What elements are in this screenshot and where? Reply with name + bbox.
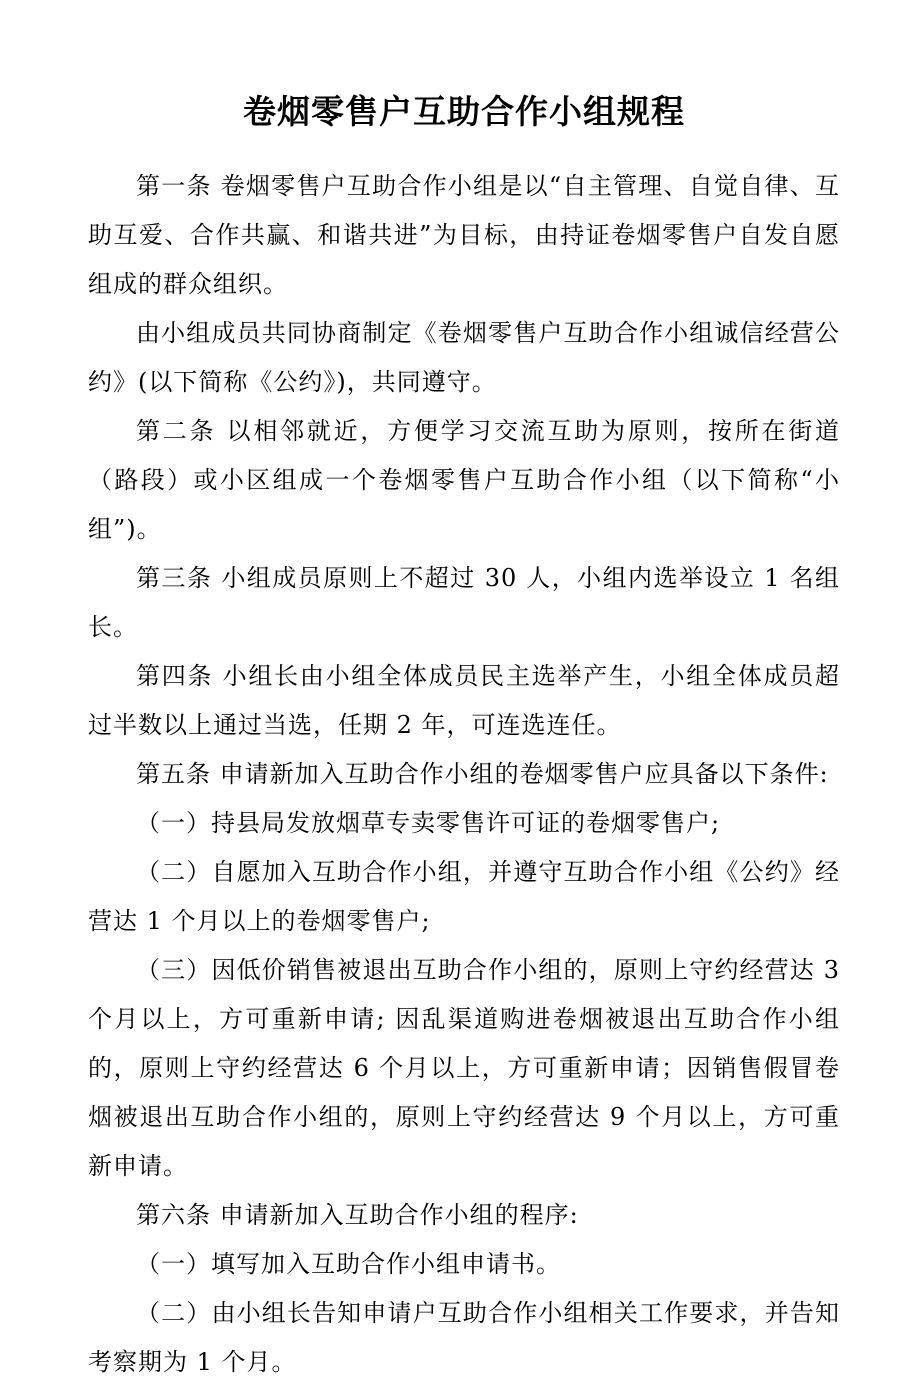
document-title: 卷烟零售户互助合作小组规程 [243,92,685,131]
article-6-item-2: （二）由小组长告知申请户互助合作小组相关工作要求，并告知考察期为 1 个月。 [88,1299,840,1376]
article-6-item-1: （一）填写加入互助合作小组申请书。 [136,1250,561,1278]
article-1-paragraph: 第一条 卷烟零售户互助合作小组是以“自主管理、自觉自律、互助互爱、合作共赢、和谐共进”为目标，由持证卷烟零售户自发自愿组成的群众组织。 [88,172,840,298]
article-5-item-3: （三）因低价销售被退出互助合作小组的，原则上守约经营达 3 个月以上，方可重新申请; 因乱渠道购进卷烟被退出互助合作小组的，原则上守约经营达 6 个月以上，方可重新申请；因销售假冒卷烟被退出互助合作小组的，原则上守约经营达 9 个月以上，方可重新申请。 [88,956,840,1180]
article-6-paragraph: 第六条 申请新加入互助合作小组的程序: [136,1201,579,1229]
article-4-paragraph: 第四条 小组长由小组全体成员民主选举产生，小组全体成员超过半数以上通过当选，任期 2 年，可连选连任。 [88,662,840,739]
article-5-item-1: （一）持县局发放烟草专卖零售许可证的卷烟零售户; [136,809,721,837]
article-2-paragraph: 第二条 以相邻就近，方便学习交流互助为原则，按所在街道（路段）或小区组成一个卷烟零售户互助合作小组（以下简称“小组”)。 [88,417,840,543]
article-3-paragraph: 第三条 小组成员原则上不超过 30 人，小组内选举设立 1 名组长。 [88,564,840,641]
convention-paragraph: 由小组成员共同协商制定《卷烟零售户互助合作小组诚信经营公约》(以下简称《公约》)，共同遵守。 [88,319,840,396]
article-5-item-2: （二）自愿加入互助合作小组，并遵守互助合作小组《公约》经营达 1 个月以上的卷烟零售户; [88,858,840,935]
article-5-paragraph: 第五条 申请新加入互助合作小组的卷烟零售户应具备以下条件: [136,760,829,788]
